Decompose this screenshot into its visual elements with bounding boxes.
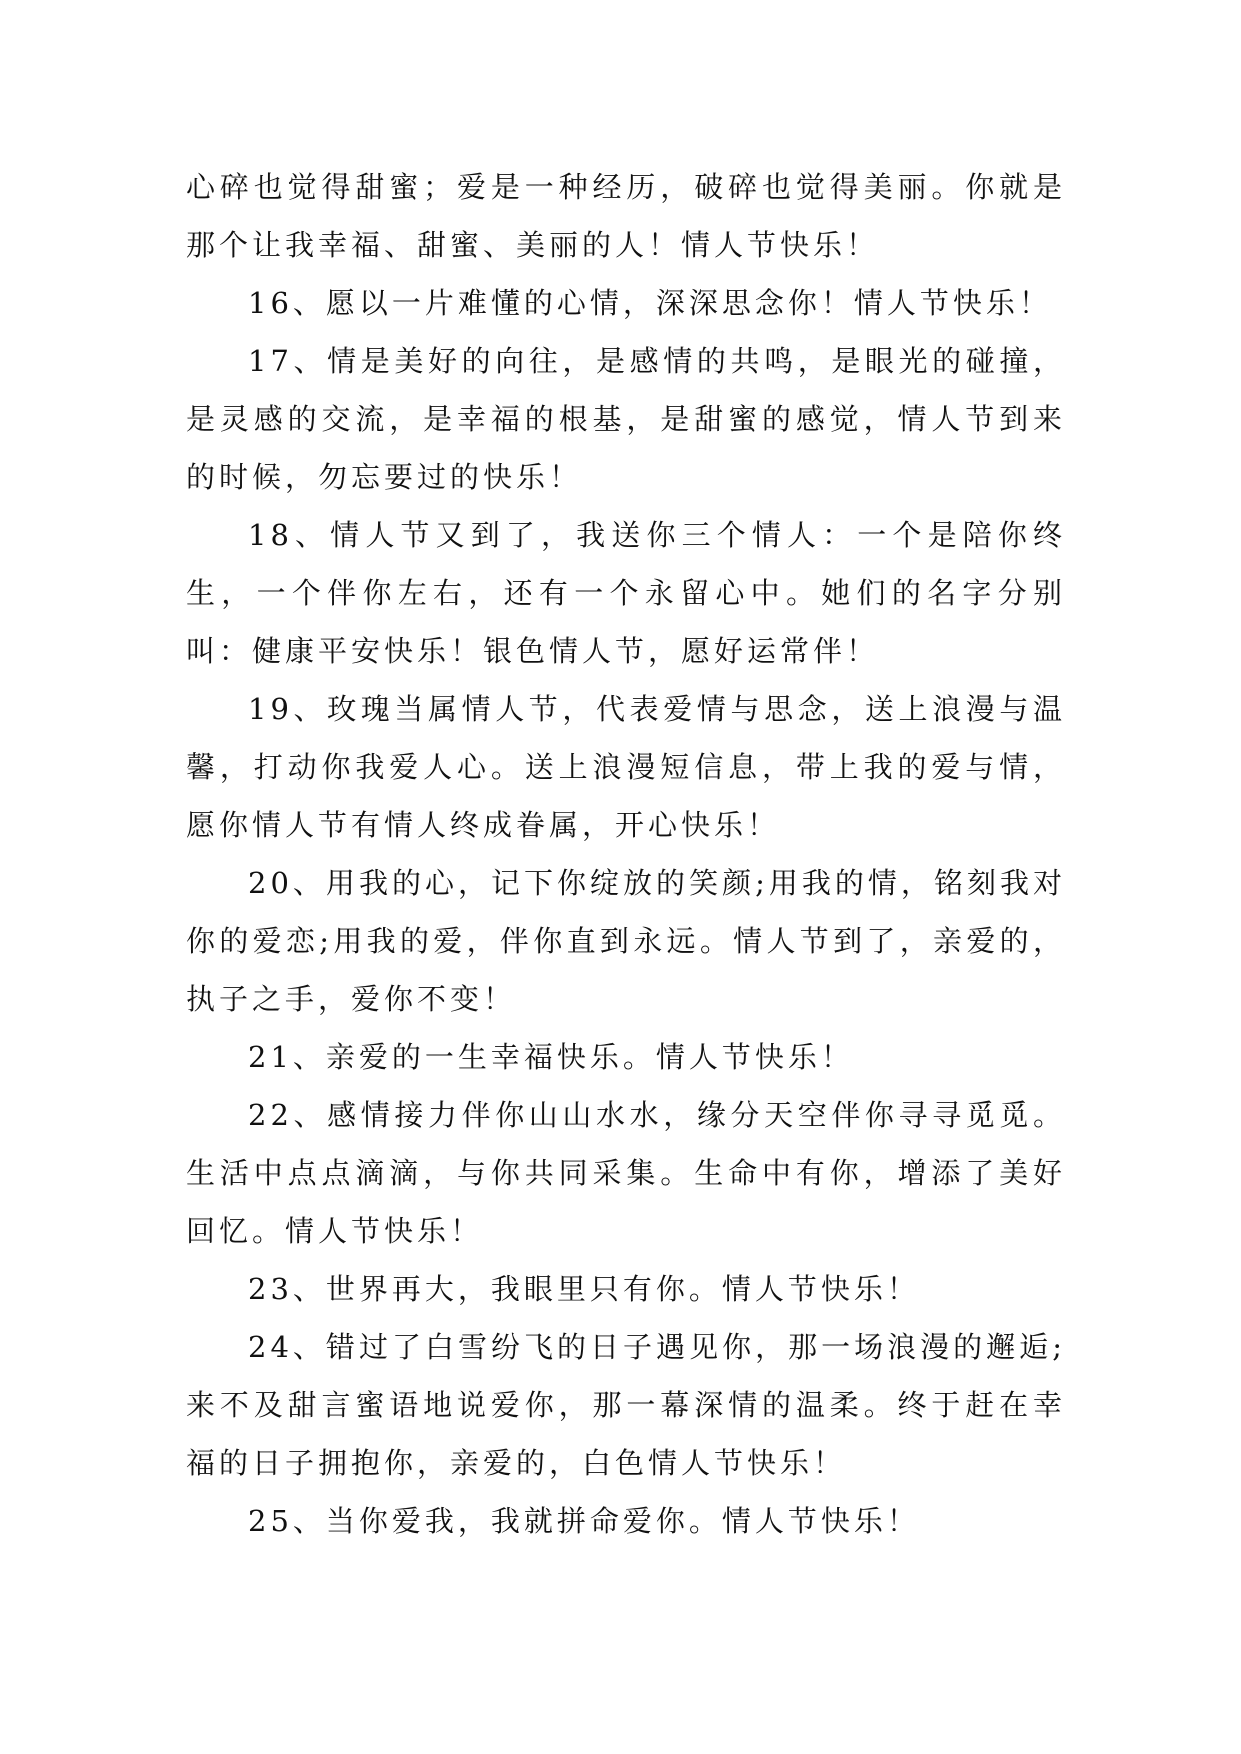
paragraph-item-25: 25、当你爱我，我就拼命爱你。情人节快乐！ bbox=[248, 1504, 920, 1538]
document-body bbox=[186, 158, 1066, 1550]
paragraph-item-18: 18、情人节又到了，我送你三个情人：一个是陪你终生，一个伴你左右，还有一个永留心中。她们的名字分别叫：健康平安快乐！银色情人节，愿好运常伴！ bbox=[186, 518, 1066, 668]
paragraph-continuation: 心碎也觉得甜蜜；爱是一种经历，破碎也觉得美丽。你就是那个让我幸福、甜蜜、美丽的人！情人节快乐！ bbox=[186, 170, 1066, 262]
paragraph-item-20: 20、用我的心，记下你绽放的笑颜;用我的情，铭刻我对你的爱恋;用我的爱，伴你直到永远。情人节到了，亲爱的，执子之手，爱你不变！ bbox=[186, 866, 1066, 1016]
paragraph-item-23: 23、世界再大，我眼里只有你。情人节快乐！ bbox=[248, 1272, 920, 1306]
paragraph-item-17: 17、情是美好的向往，是感情的共鸣，是眼光的碰撞，是灵感的交流，是幸福的根基，是甜蜜的感觉，情人节到来的时候，勿忘要过的快乐！ bbox=[186, 344, 1066, 494]
paragraph-item-16: 16、愿以一片难懂的心情，深深思念你！情人节快乐！ bbox=[248, 286, 1052, 320]
paragraph-item-19: 19、玫瑰当属情人节，代表爱情与思念，送上浪漫与温馨，打动你我爱人心。送上浪漫短信息，带上我的爱与情，愿你情人节有情人终成眷属，开心快乐！ bbox=[186, 692, 1066, 842]
paragraph-item-22: 22、感情接力伴你山山水水，缘分天空伴你寻寻觅觅。生活中点点滴滴，与你共同采集。生命中有你，增添了美好回忆。情人节快乐！ bbox=[186, 1098, 1066, 1248]
paragraph-item-24: 24、错过了白雪纷飞的日子遇见你，那一场浪漫的邂逅;来不及甜言蜜语地说爱你，那一幕深情的温柔。终于赶在幸福的日子拥抱你，亲爱的，白色情人节快乐！ bbox=[186, 1330, 1066, 1480]
paragraph-item-21: 21、亲爱的一生幸福快乐。情人节快乐！ bbox=[248, 1040, 854, 1074]
